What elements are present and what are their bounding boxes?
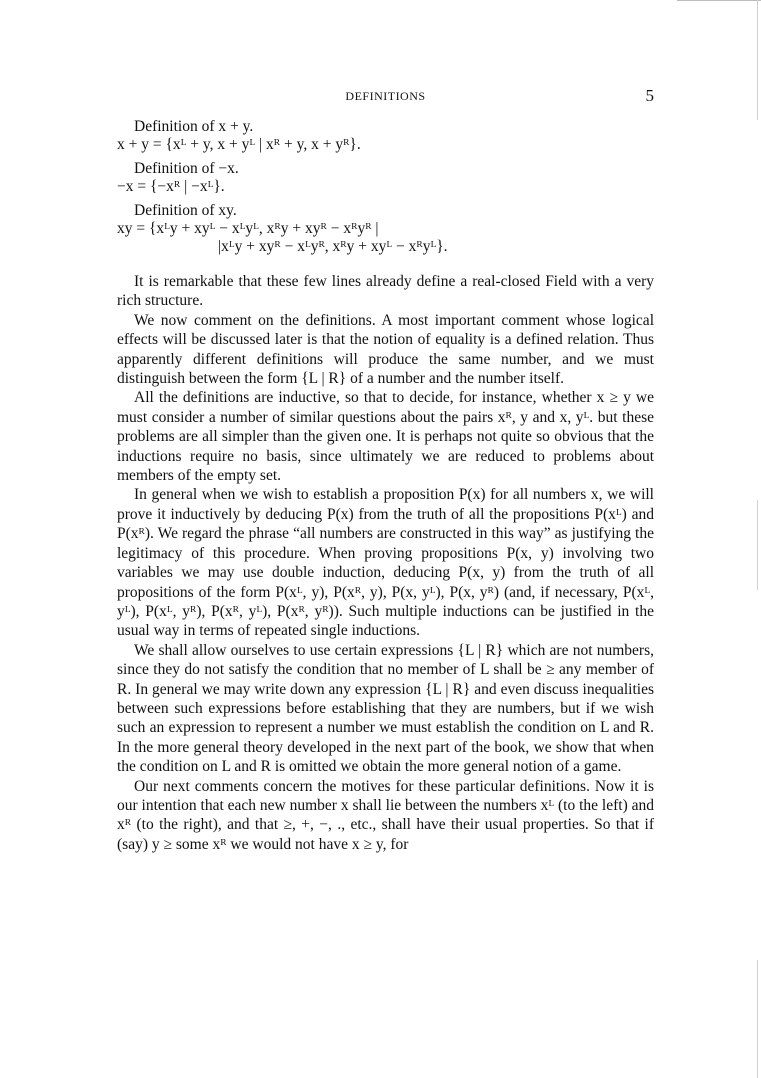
definition-title: Definition of x + y.	[134, 118, 254, 135]
definition-title: Definition of xy.	[134, 202, 237, 219]
scan-edge	[757, 0, 758, 120]
scan-edge	[757, 960, 758, 1078]
definition-title: Definition of −x.	[134, 160, 239, 177]
definitions-block	[117, 118, 654, 256]
definition-formula: −x = {−xᴿ | −xᴸ}.	[117, 178, 225, 195]
book-page	[117, 86, 654, 854]
page-number: 5	[645, 86, 654, 105]
paragraph: We now comment on the definitions. A most important comment whose logical effects will be discussed later is that the notion of equality is a defined relation. Thus apparently different definitions will produce the same number, and we must distinguish between the form {L | R} of a number and the number itself.	[117, 311, 654, 388]
definition-formula-continued: |xᴸy + xyᴿ − xᴸyᴿ, xᴿy + xyᴸ − xᴿyᴸ}.	[218, 238, 448, 255]
running-title: DEFINITIONS	[345, 89, 426, 103]
paragraph: Our next comments concern the motives for these particular definitions. Now it is our intention that each new number x shall lie between the numbers xᴸ (to the left) and xᴿ (to the right), and that ≥, +, −, ., etc., shall have their usual properties. So that if (say) y ≥ some xᴿ we would not have x ≥ y, for	[117, 777, 654, 853]
paragraph: In general when we wish to establish a proposition P(x) for all numbers x, we will prove it inductively by deducing P(x) from the truth of all the propositions P(xᴸ) and P(xᴿ). We regard the phrase “all numbers are constructed in this way” as justifying the legitimacy of this procedure. When proving propositions P(x, y) involving two variables we may use double induction, deducing P(x, y) from the truth of all propositions of the form P(xᴸ, y), P(xᴿ, y), P(x, yᴸ), P(x, yᴿ) (and, if necessary, P(xᴸ, yᴸ), P(xᴸ, yᴿ), P(xᴿ, yᴸ), P(xᴿ, yᴿ)). Such multiple inductions can be justified in the usual way in terms of repeated single inductions.	[117, 486, 654, 640]
paragraph: We shall allow ourselves to use certain expressions {L | R} which are not numbers, since they do not satisfy the condition that no member of L shall be ≥ any member of R. In general we may write down any expression {L | R} and even discuss inequalities between such expressions before establishing that they are numbers, but if we wish such an expression to represent a number we must establish the condition on L and R. In the more general theory developed in the next part of the book, we show that when the condition on L and R is omitted we obtain the more general notion of a game.	[117, 641, 654, 776]
page-header	[117, 86, 654, 108]
definition-formula: x + y = {xᴸ + y, x + yᴸ | xᴿ + y, x + yᴿ}.	[117, 136, 361, 153]
top-rule	[677, 0, 761, 1]
body-text	[117, 272, 654, 854]
scan-edge	[757, 500, 758, 590]
definition-formula: xy = {xᴸy + xyᴸ − xᴸyᴸ, xᴿy + xyᴿ − xᴿyᴿ |	[117, 220, 379, 237]
paragraph: All the definitions are inductive, so that to decide, for instance, whether x ≥ y we must consider a number of similar questions about the pairs xᴿ, y and x, yᴸ. but these problems are all simpler than the given one. It is perhaps not quite so obvious that the inductions require no basis, since ultimately we are reduced to problems about members of the empty set.	[117, 389, 654, 485]
paragraph: It is remarkable that these few lines already define a real-closed Field with a very rich structure.	[117, 273, 654, 310]
